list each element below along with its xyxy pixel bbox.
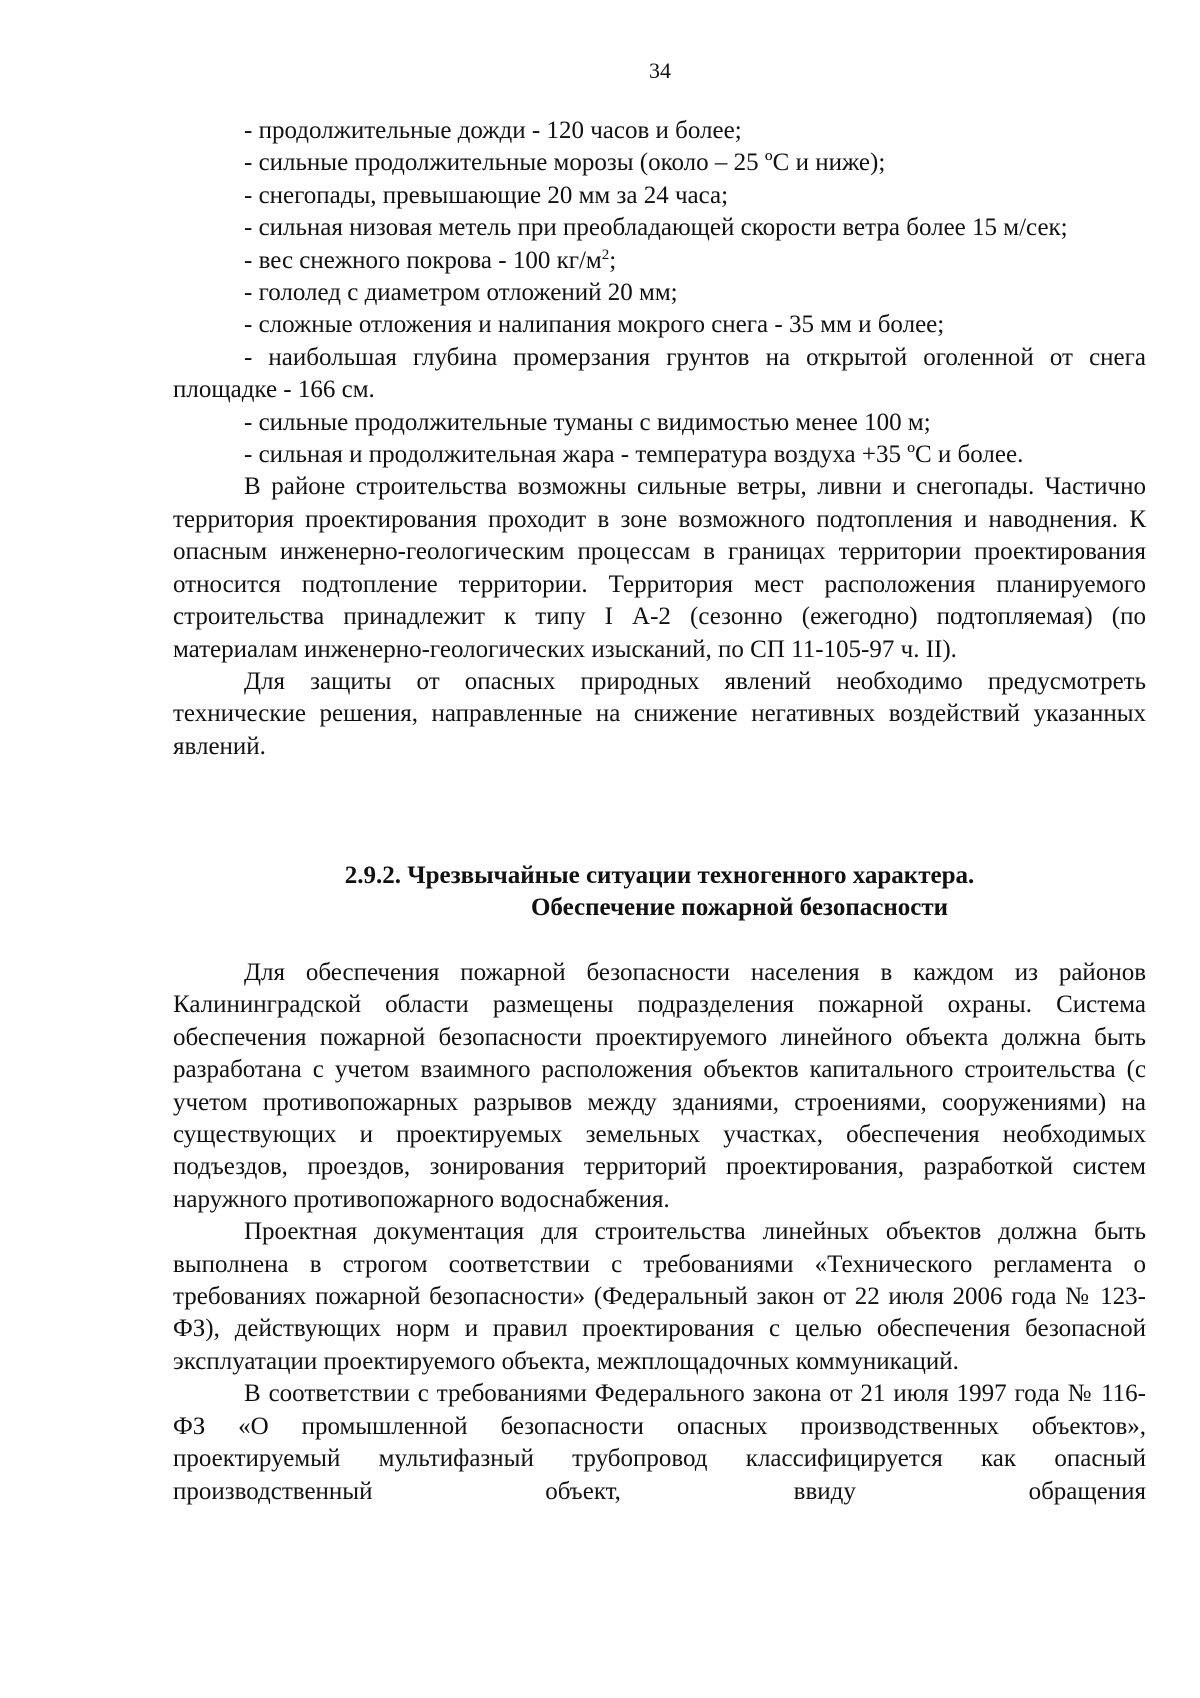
body-paragraph: В районе строительства возможны сильные ветры, ливни и снегопады. Частично территория проектирования проходит в зоне возможного подтопления и наводнения. К опасным инженерно-геологическим процессам в границах территории проектирования относится подтопление территории. Территория мест расположения планируемого строительства принадлежит к типу I А-2 (сезонно (ежегодно) подтопляемая) (по материалам инженерно-геологических изысканий, по СП 11-105-97 ч. II). xyxy=(173,473,1146,663)
list-item xyxy=(173,245,1146,277)
superscript: 2 xyxy=(601,246,610,263)
fire-safety-section xyxy=(173,957,1146,1508)
list-item: - сильная низовая метель при преобладающей скорости ветра более 15 м/сек; xyxy=(244,214,1068,242)
body-paragraph: В соответствии с требованиями Федерального закона от 21 июля 1997 года № 116-ФЗ «О промышленной безопасности опасных производственных объектов», проектируемый мультифазный трубопровод классифицируется как опасный производственный объект, ввиду обращения xyxy=(173,1380,1146,1505)
list-item: - наибольшая глубина промерзания грунтов на открытой оголенной от снега площадке - 166 см. xyxy=(173,343,1146,404)
list-item: - продолжительные дожди - 120 часов и более; xyxy=(244,117,742,144)
list-item: - снегопады, превышающие 20 мм за 24 часа; xyxy=(244,181,729,209)
list-item: - сложные отложения и налипания мокрого снега - 35 мм и более; xyxy=(244,311,945,339)
section-heading-line-1: 2.9.2. Чрезвычайные ситуации техногенного характера. xyxy=(344,862,975,889)
list-item-text: - вес снежного покрова - 100 кг/м xyxy=(244,246,602,274)
list-item: - гололед с диаметром отложений 20 мм; xyxy=(244,279,678,307)
body-paragraph: Проектная документация для строительства линейных объектов должна быть выполнена в строгом соответствии с требованиями «Технического регламента о требованиях пожарной безопасности» (Федеральный закон от 22 июля 2006 года № 123-ФЗ), действующих норм и правил проектирования с целью обеспечения безопасной эксплуатации проектируемого объекта, межплощадочных коммуникаций. xyxy=(173,1218,1146,1375)
page-number: 34 xyxy=(649,58,671,83)
section-heading-line-2: Обеспечение пожарной безопасности xyxy=(530,894,949,921)
list-item-tail: ; xyxy=(609,246,617,274)
natural-hazards-section xyxy=(173,115,1146,763)
list-item: - сильные продолжительные морозы (около – 25 ºС и ниже); xyxy=(244,149,886,177)
list-item: - сильная и продолжительная жара - температура воздуха +35 ºС и более. xyxy=(244,441,1024,469)
section-heading xyxy=(173,860,1146,924)
body-paragraph: Для обеспечения пожарной безопасности населения в каждом из районов Калининградской области размещены подразделения пожарной охраны. Система обеспечения пожарной безопасности проектируемого линейного объекта должна быть разработана с учетом взаимного расположения объектов капитального строительства (с учетом противопожарных разрывов между зданиями, строениями, сооружениями) на существующих и проектируемых земельных участках, обеспечения необходимых подъездов, проездов, зонирования территорий проектирования, разработкой систем наружного противопожарного водоснабжения. xyxy=(173,959,1146,1213)
list-item: - сильные продолжительные туманы с видимостью менее 100 м; xyxy=(244,408,931,436)
body-paragraph: Для защиты от опасных природных явлений необходимо предусмотреть технические решения, направленные на снижение негативных воздействий указанных явлений. xyxy=(173,667,1146,760)
